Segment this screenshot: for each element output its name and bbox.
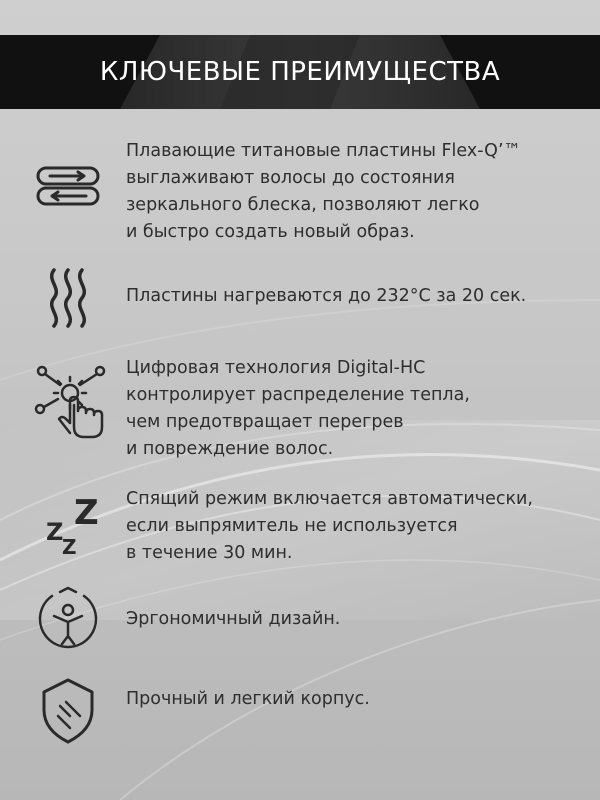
feature-text: [126, 486, 596, 567]
feature-line: и повреждение волос.: [126, 439, 334, 459]
page-title: КЛЮЧЕВЫЕ ПРЕИМУЩЕСТВА: [99, 57, 501, 87]
feature-line: Пластины нагреваются до 232°C за 20 сек.: [126, 286, 527, 306]
feature-text: [126, 138, 596, 246]
feature-line: Эргономичный дизайн.: [126, 609, 341, 629]
feature-line: Плавающие титановые пластины Flex-Q’™: [126, 141, 522, 161]
svg-text:Z: Z: [74, 493, 99, 533]
feature-text: [126, 283, 596, 310]
feature-line: Прочный и легкий корпус.: [126, 689, 370, 709]
feature-line: зеркального блеска, позволяют легко: [126, 195, 480, 215]
feature-text: [126, 686, 596, 713]
sleep-zzz-icon: [30, 490, 106, 566]
feature-line: Цифровая технология Digital-HC: [126, 358, 426, 378]
feature-line: чем предотвращает перегрев: [126, 412, 404, 432]
feature-line: в течение 30 мин.: [126, 543, 293, 563]
title-banner: [0, 35, 600, 109]
digital-touch-icon: [30, 357, 106, 433]
heat-waves-icon: [30, 260, 106, 336]
feature-line: выглаживают волосы до состояния: [126, 168, 455, 188]
feature-text: [126, 606, 596, 633]
feature-line: Спящий режим включается автоматически,: [126, 489, 533, 509]
feature-text: [126, 355, 596, 463]
shield-icon: [30, 672, 106, 748]
svg-text:Z: Z: [46, 518, 64, 546]
titanium-plates-icon: [30, 148, 106, 224]
feature-line: и быстро создать новый образ.: [126, 222, 415, 242]
ergonomic-person-icon: [30, 582, 106, 658]
svg-text:Z: Z: [62, 535, 77, 559]
feature-line: если выпрямитель не используется: [126, 516, 458, 536]
feature-line: контролирует распределение тепла,: [126, 385, 470, 405]
